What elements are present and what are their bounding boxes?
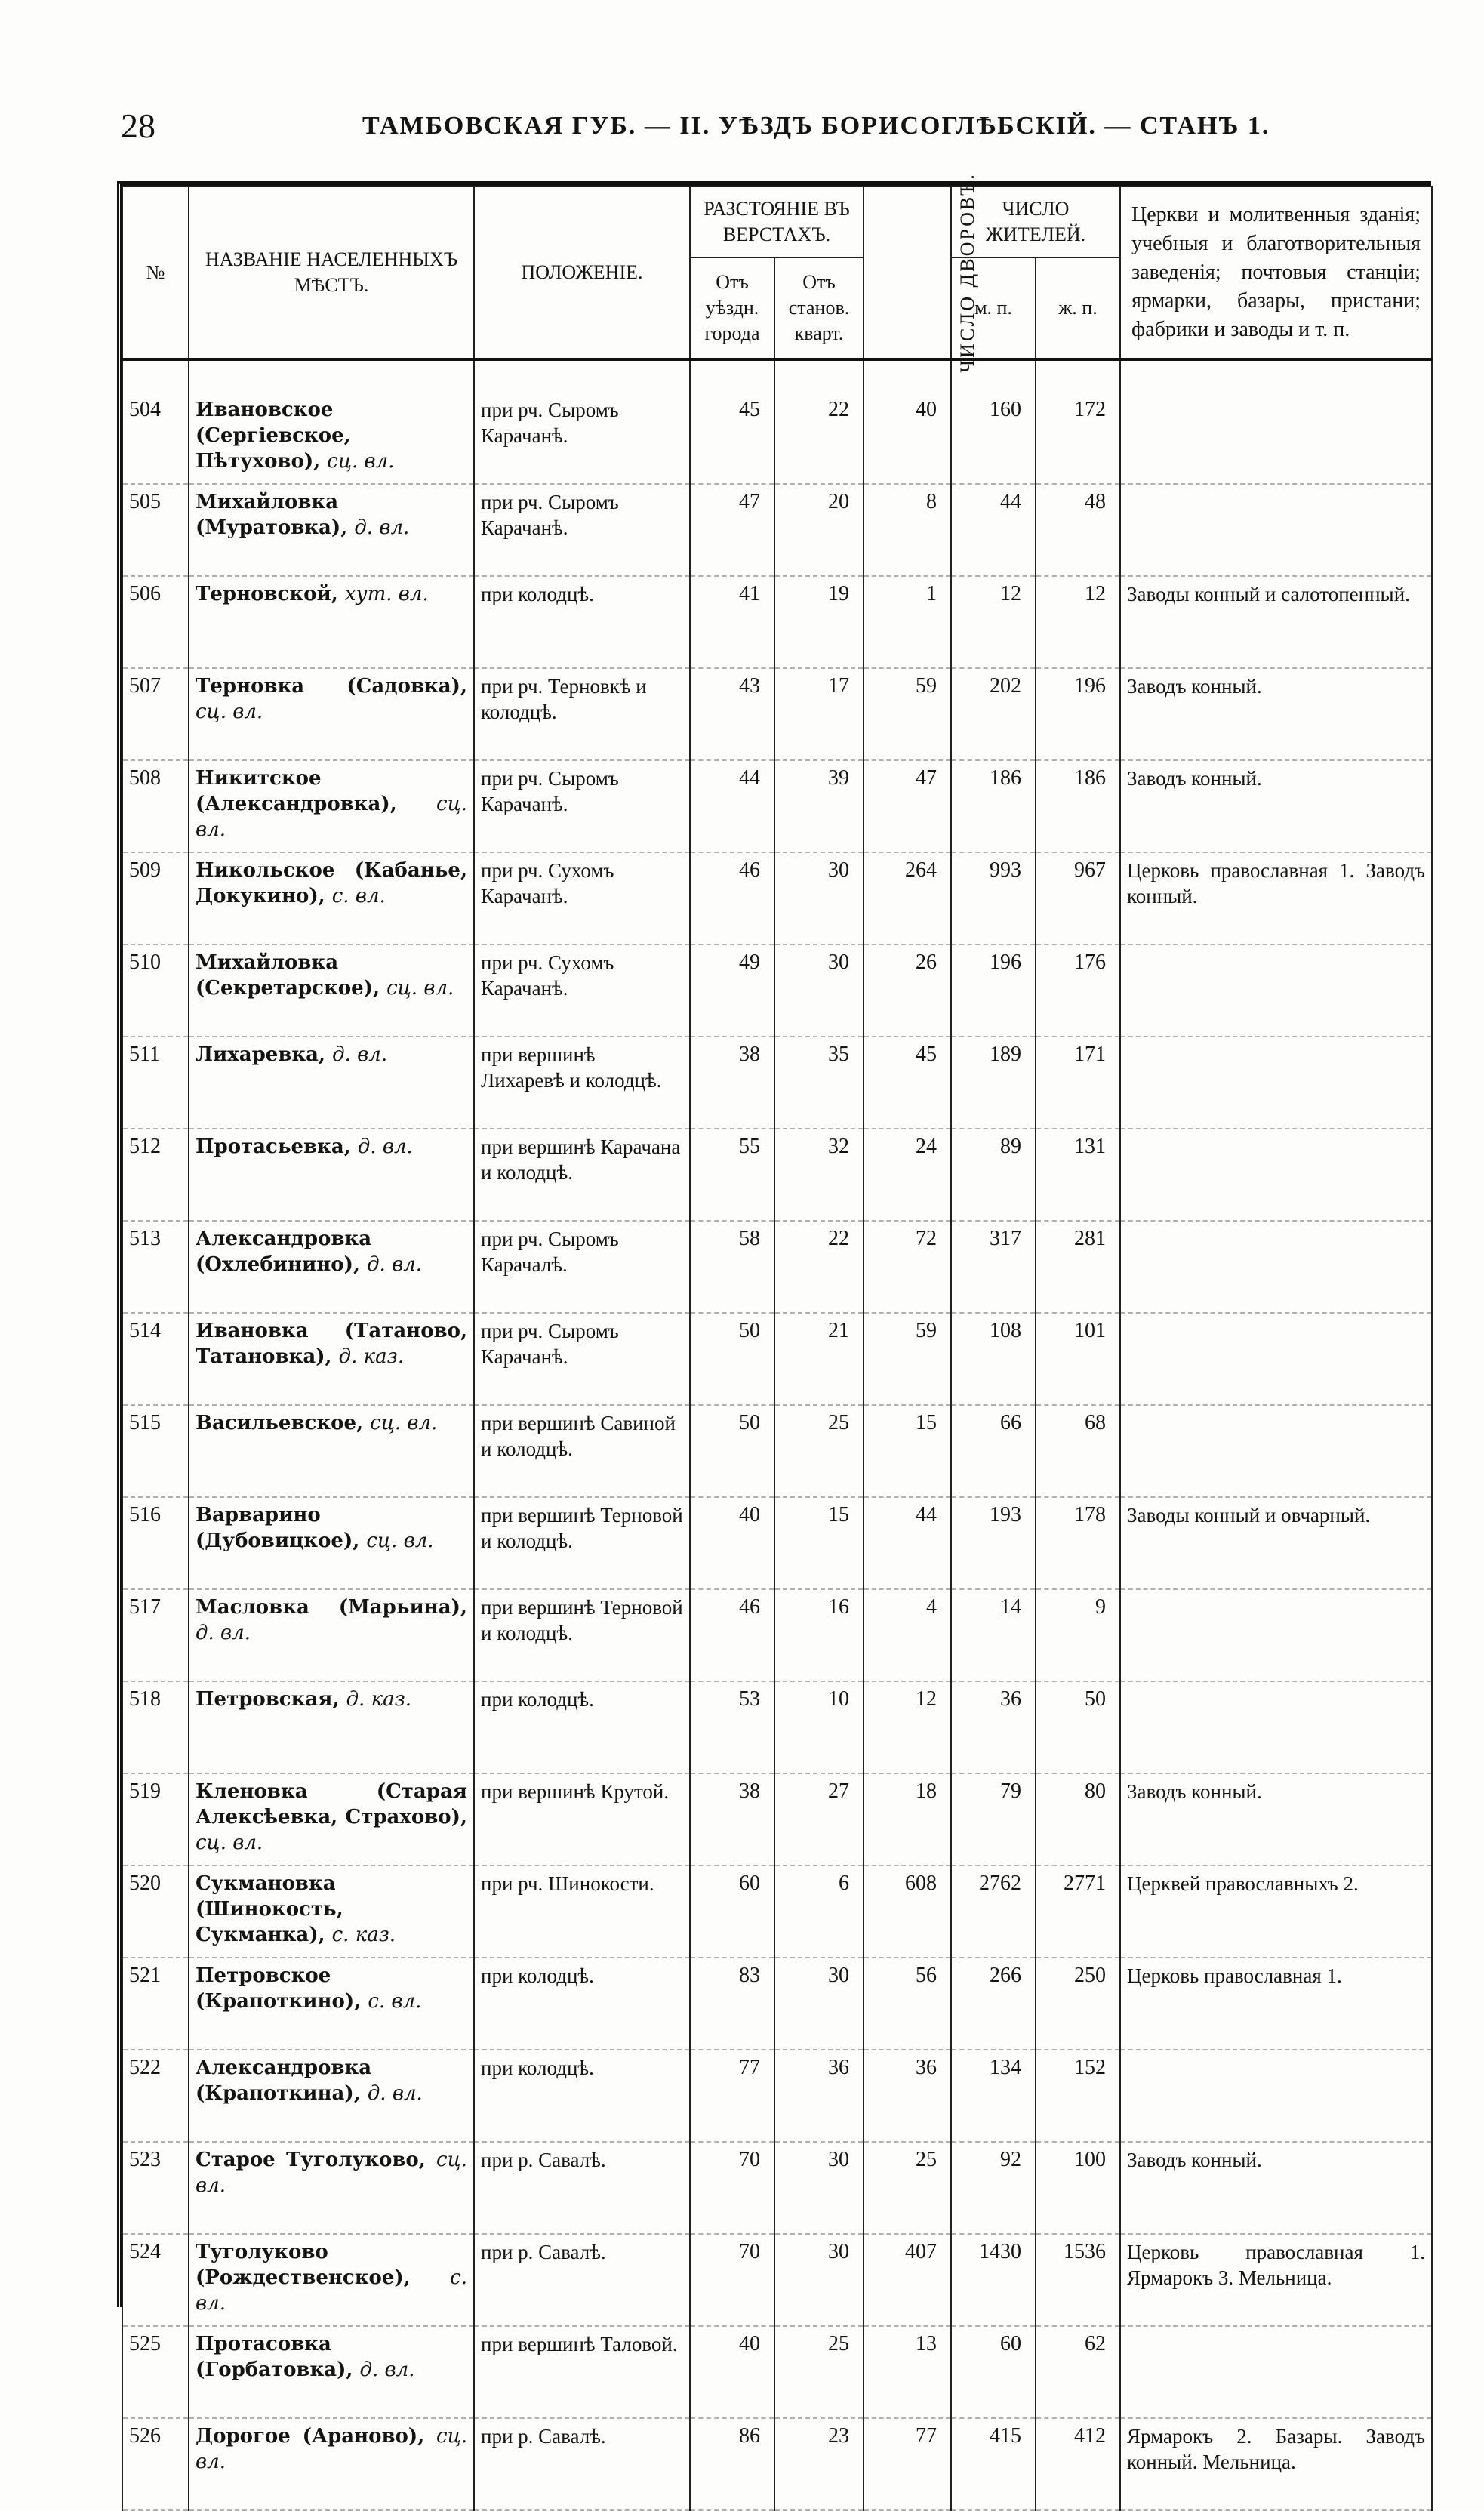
distance-town: 47 (690, 484, 774, 576)
distance-quarter: 6 (774, 1866, 864, 1958)
place-name (189, 1313, 474, 1405)
table-row (122, 852, 1432, 944)
place-name (189, 1866, 474, 1958)
position: при вершинѣ Терновой и колодцѣ. (474, 1589, 690, 1681)
distance-town: 83 (690, 1958, 774, 2050)
position: при вершинѣ Терновой и колодцѣ. (474, 1497, 690, 1589)
place-name-text: Ивановка (Татаново, Татановка), (196, 1320, 467, 1368)
place-name-text: Ивановское (Сергіевское, Пѣтухово), (196, 399, 351, 473)
notes: Церковь православная 1. Заводъ конный. (1120, 852, 1432, 944)
households: 4 (864, 1589, 951, 1681)
distance-town: 86 (690, 2418, 774, 2510)
position: при вершинѣ Таловой. (474, 2326, 690, 2418)
distance-town: 50 (690, 1405, 774, 1497)
col-notes-header: Церкви и молитвенныя зданія; учебныя и благотворительныя заведенія; почтовыя станціи; ярмарки, базары, пристани; фабрики и заводы и т. п. (1120, 186, 1432, 359)
table-row (122, 2050, 1432, 2142)
female-count: 1536 (1036, 2234, 1120, 2326)
place-name (189, 2326, 474, 2418)
settlement-type: сц. вл. (366, 1530, 434, 1552)
settlement-type: д. вл. (367, 1253, 423, 1276)
distance-town: 40 (690, 2326, 774, 2418)
settlement-type: д. каз. (346, 1688, 412, 1711)
male-count: 60 (951, 2326, 1036, 2418)
place-name-text: Протасовка (Горбатовка), (196, 2333, 353, 2381)
notes (1120, 2050, 1432, 2142)
households: 45 (864, 1037, 951, 1129)
table-row (122, 1497, 1432, 1589)
table-row (122, 1681, 1432, 1773)
households: 44 (864, 1497, 951, 1589)
households: 18 (864, 1773, 951, 1866)
row-number: 516 (122, 1497, 189, 1589)
place-name-text: Петровская, (196, 1688, 340, 1711)
notes: Заводъ конный. (1120, 760, 1432, 852)
notes: Заводы конный и салотопенный. (1120, 576, 1432, 668)
male-count: 186 (951, 760, 1036, 852)
male-count: 993 (951, 852, 1036, 944)
table-row (122, 1866, 1432, 1958)
distance-quarter: 25 (774, 1405, 864, 1497)
position: при р. Савалѣ. (474, 2142, 690, 2234)
distance-quarter: 10 (774, 1681, 864, 1773)
row-number: 522 (122, 2050, 189, 2142)
row-number: 523 (122, 2142, 189, 2234)
place-name (189, 852, 474, 944)
col-position-header: ПОЛОЖЕНІЕ. (474, 186, 690, 359)
row-number: 524 (122, 2234, 189, 2326)
notes: Заводъ конный. (1120, 2142, 1432, 2234)
settlement-type: д. вл. (359, 2358, 415, 2381)
female-count: 9 (1036, 1589, 1120, 1681)
row-number: 506 (122, 576, 189, 668)
distance-quarter: 30 (774, 944, 864, 1037)
male-count: 160 (951, 393, 1036, 484)
settlement-type: сц. вл. (196, 2425, 467, 2473)
place-name-text: Александровка (Крапоткина), (196, 2057, 372, 2105)
distance-quarter: 30 (774, 852, 864, 944)
col-households-header: ЧИСЛО ДВОРОВЪ. (864, 186, 951, 359)
distance-quarter: 32 (774, 1129, 864, 1221)
female-count: 80 (1036, 1773, 1120, 1866)
row-number: 508 (122, 760, 189, 852)
place-name (189, 393, 474, 484)
distance-quarter: 22 (774, 393, 864, 484)
place-name-text: Терновка (Садовка), (196, 675, 467, 698)
row-number: 513 (122, 1221, 189, 1313)
distance-town: 70 (690, 2234, 774, 2326)
row-number: 521 (122, 1958, 189, 2050)
distance-quarter: 20 (774, 484, 864, 576)
table-row (122, 2234, 1432, 2326)
row-number: 520 (122, 1866, 189, 1958)
female-count: 2771 (1036, 1866, 1120, 1958)
place-name-text: Кленовка (Старая Алексѣевка, Страхово), (196, 1780, 467, 1829)
table-row (122, 944, 1432, 1037)
row-number: 518 (122, 1681, 189, 1773)
distance-town: 58 (690, 1221, 774, 1313)
settlement-type: хут. вл. (344, 583, 429, 605)
table-row (122, 1221, 1432, 1313)
male-count: 317 (951, 1221, 1036, 1313)
settlement-type: сц. вл. (196, 2149, 467, 2197)
households: 59 (864, 668, 951, 760)
row-number: 511 (122, 1037, 189, 1129)
settlements-table (117, 172, 1431, 2473)
position: при колодцѣ. (474, 1958, 690, 2050)
table-row (122, 2418, 1432, 2510)
page-number: 28 (121, 106, 155, 145)
position: при вершинѣ Лихаревѣ и колодцѣ. (474, 1037, 690, 1129)
place-name (189, 1037, 474, 1129)
place-name (189, 944, 474, 1037)
households: 59 (864, 1313, 951, 1405)
female-count: 101 (1036, 1313, 1120, 1405)
row-number: 510 (122, 944, 189, 1037)
place-name (189, 1497, 474, 1589)
notes (1120, 1221, 1432, 1313)
position: при вершинѣ Савиной и колодцѣ. (474, 1405, 690, 1497)
female-count: 131 (1036, 1129, 1120, 1221)
households: 40 (864, 393, 951, 484)
distance-town: 53 (690, 1681, 774, 1773)
notes (1120, 1129, 1432, 1221)
position: при колодцѣ. (474, 1681, 690, 1773)
place-name-text: Александровка (Охлебинино), (196, 1228, 372, 1276)
distance-quarter: 35 (774, 1037, 864, 1129)
distance-town: 70 (690, 2142, 774, 2234)
position: при рч. Сыромъ Карачалѣ. (474, 1221, 690, 1313)
place-name-text: Туголуково (Рождественское), (196, 2241, 411, 2289)
distance-town: 55 (690, 1129, 774, 1221)
notes: Заводы конный и овчарный. (1120, 1497, 1432, 1589)
distance-town: 38 (690, 1037, 774, 1129)
settlement-type: сц. вл. (196, 701, 263, 723)
settlement-type: сц. вл. (196, 793, 467, 841)
place-name (189, 2142, 474, 2234)
female-count: 62 (1036, 2326, 1120, 2418)
distance-quarter: 19 (774, 576, 864, 668)
female-count: 100 (1036, 2142, 1120, 2234)
position: при рч. Сыромъ Карачанѣ. (474, 393, 690, 484)
distance-quarter: 39 (774, 760, 864, 852)
table-row (122, 576, 1432, 668)
female-count: 281 (1036, 1221, 1120, 1313)
male-count: 44 (951, 484, 1036, 576)
position: при р. Савалѣ. (474, 2418, 690, 2510)
distance-town: 50 (690, 1313, 774, 1405)
households: 36 (864, 2050, 951, 2142)
distance-town: 49 (690, 944, 774, 1037)
distance-town: 45 (690, 393, 774, 484)
households: 25 (864, 2142, 951, 2234)
distance-town: 41 (690, 576, 774, 668)
table-row (122, 2142, 1432, 2234)
female-count: 176 (1036, 944, 1120, 1037)
settlement-type: д. каз. (338, 1345, 405, 1368)
male-count: 89 (951, 1129, 1036, 1221)
settlement-type: д. вл. (357, 1135, 413, 1158)
female-count: 186 (1036, 760, 1120, 852)
place-name (189, 2050, 474, 2142)
position: при колодцѣ. (474, 2050, 690, 2142)
col-distance-town-header: Отъ уѣздн. города (690, 257, 774, 359)
position: при рч. Сыромъ Карачанѣ. (474, 760, 690, 852)
male-count: 108 (951, 1313, 1036, 1405)
col-male-header: м. п. (951, 257, 1036, 359)
male-count: 196 (951, 944, 1036, 1037)
distance-town: 40 (690, 1497, 774, 1589)
notes: Заводъ конный. (1120, 1773, 1432, 1866)
distance-town: 43 (690, 668, 774, 760)
notes (1120, 393, 1432, 484)
table-row (122, 760, 1432, 852)
households: 264 (864, 852, 951, 944)
settlement-type: с. каз. (331, 1924, 396, 1946)
table-row (122, 1958, 1432, 2050)
place-name-text: Михайловка (Муратовка), (196, 491, 348, 539)
place-name (189, 760, 474, 852)
row-number: 519 (122, 1773, 189, 1866)
place-name (189, 1129, 474, 1221)
notes (1120, 1405, 1432, 1497)
male-count: 202 (951, 668, 1036, 760)
row-number: 512 (122, 1129, 189, 1221)
position: при рч. Сухомъ Карачанѣ. (474, 852, 690, 944)
distance-quarter: 22 (774, 1221, 864, 1313)
page-header (113, 106, 1396, 151)
male-count: 1430 (951, 2234, 1036, 2326)
table-row (122, 1037, 1432, 1129)
row-number: 514 (122, 1313, 189, 1405)
notes (1120, 1681, 1432, 1773)
households: 15 (864, 1405, 951, 1497)
male-count: 134 (951, 2050, 1036, 2142)
place-name (189, 1589, 474, 1681)
place-name-text: Старое Туголуково, (196, 2149, 426, 2171)
settlement-type: с. вл. (368, 1990, 422, 2013)
table-row (122, 1589, 1432, 1681)
running-head: ТАМБОВСКАЯ ГУБ. — II. УѢЗДЪ БОРИСОГЛѢБСКІЙ. — СТАНЪ 1. (362, 112, 1270, 140)
settlement-type: с. вл. (331, 885, 386, 907)
female-count: 172 (1036, 393, 1120, 484)
table-row (122, 1313, 1432, 1405)
place-name (189, 1681, 474, 1773)
female-count: 171 (1036, 1037, 1120, 1129)
distance-quarter: 23 (774, 2418, 864, 2510)
place-name (189, 2418, 474, 2510)
male-count: 92 (951, 2142, 1036, 2234)
place-name (189, 1221, 474, 1313)
female-count: 152 (1036, 2050, 1120, 2142)
row-number: 515 (122, 1405, 189, 1497)
place-name-text: Масловка (Марьина), (196, 1596, 467, 1619)
place-name (189, 2234, 474, 2326)
distance-quarter: 30 (774, 2234, 864, 2326)
notes: Заводъ конный. (1120, 668, 1432, 760)
place-name (189, 1958, 474, 2050)
households: 24 (864, 1129, 951, 1221)
row-number: 504 (122, 393, 189, 484)
notes (1120, 944, 1432, 1037)
place-name-text: Сукмановка (Шинокость, Сукманка), (196, 1872, 343, 1946)
distance-quarter: 21 (774, 1313, 864, 1405)
position: при колодцѣ. (474, 576, 690, 668)
notes (1120, 2326, 1432, 2418)
col-number-header: № (122, 186, 189, 359)
position: при вершинѣ Крутой. (474, 1773, 690, 1866)
distance-quarter: 17 (774, 668, 864, 760)
households: 77 (864, 2418, 951, 2510)
notes: Церковь православная 1. (1120, 1958, 1432, 2050)
distance-town: 77 (690, 2050, 774, 2142)
notes (1120, 1313, 1432, 1405)
female-count: 48 (1036, 484, 1120, 576)
distance-town: 38 (690, 1773, 774, 1866)
distance-town: 60 (690, 1866, 774, 1958)
col-residents-header: ЧИСЛО ЖИТЕЛЕЙ. (951, 186, 1120, 257)
settlement-type: д. вл. (354, 516, 410, 539)
female-count: 68 (1036, 1405, 1120, 1497)
male-count: 415 (951, 2418, 1036, 2510)
table-row (122, 1773, 1432, 1866)
table-row (122, 1405, 1432, 1497)
male-count: 12 (951, 576, 1036, 668)
households: 608 (864, 1866, 951, 1958)
row-number: 526 (122, 2418, 189, 2510)
male-count: 266 (951, 1958, 1036, 2050)
settlement-type: д. вл. (332, 1043, 388, 1066)
position: при рч. Терновкѣ и колодцѣ. (474, 668, 690, 760)
row-number: 517 (122, 1589, 189, 1681)
female-count: 50 (1036, 1681, 1120, 1773)
male-count: 193 (951, 1497, 1036, 1589)
households: 72 (864, 1221, 951, 1313)
place-name-text: Терновской, (196, 583, 338, 605)
female-count: 412 (1036, 2418, 1120, 2510)
place-name-text: Никитское (Александровка), (196, 767, 397, 815)
distance-town: 46 (690, 1589, 774, 1681)
households: 407 (864, 2234, 951, 2326)
settlement-type: сц. вл. (386, 977, 454, 1000)
households: 26 (864, 944, 951, 1037)
place-name-text: Васильевское, (196, 1412, 364, 1434)
table-row (122, 393, 1432, 484)
place-name (189, 1405, 474, 1497)
distance-quarter: 27 (774, 1773, 864, 1866)
table-row (122, 668, 1432, 760)
female-count: 196 (1036, 668, 1120, 760)
row-number: 507 (122, 668, 189, 760)
notes (1120, 484, 1432, 576)
distance-quarter: 25 (774, 2326, 864, 2418)
households: 8 (864, 484, 951, 576)
notes (1120, 1037, 1432, 1129)
households: 1 (864, 576, 951, 668)
position: при рч. Сыромъ Карачанѣ. (474, 1313, 690, 1405)
place-name (189, 576, 474, 668)
male-count: 189 (951, 1037, 1036, 1129)
distance-quarter: 30 (774, 2142, 864, 2234)
table-row (122, 2326, 1432, 2418)
notes: Ярмарокъ 2. Базары. Заводъ конный. Мельница. (1120, 2418, 1432, 2510)
distance-town: 46 (690, 852, 774, 944)
households: 12 (864, 1681, 951, 1773)
col-female-header: ж. п. (1036, 257, 1120, 359)
settlement-type: сц. вл. (327, 450, 395, 473)
table-row (122, 1129, 1432, 1221)
male-count: 14 (951, 1589, 1036, 1681)
distance-quarter: 30 (774, 1958, 864, 2050)
row-number: 505 (122, 484, 189, 576)
notes: Церквей православныхъ 2. (1120, 1866, 1432, 1958)
male-count: 79 (951, 1773, 1036, 1866)
households: 47 (864, 760, 951, 852)
place-name-text: Лихаревка, (196, 1043, 326, 1066)
place-name-text: Петровское (Крапоткино), (196, 1964, 362, 2013)
row-number: 525 (122, 2326, 189, 2418)
settlement-type: д. вл. (196, 1622, 251, 1644)
place-name-text: Протасьевка, (196, 1135, 351, 1158)
households: 13 (864, 2326, 951, 2418)
place-name-text: Варварино (Дубовицкое), (196, 1504, 360, 1552)
col-distance-quarter-header: Отъ станов. кварт. (774, 257, 864, 359)
notes: Церковь православная 1. Ярмарокъ 3. Мельница. (1120, 2234, 1432, 2326)
col-distance-header: РАЗСТОЯНІЕ ВЪ ВЕРСТАХЪ. (690, 186, 864, 257)
households: 56 (864, 1958, 951, 2050)
settlement-type: сц. вл. (370, 1412, 438, 1434)
male-count: 36 (951, 1681, 1036, 1773)
notes (1120, 1589, 1432, 1681)
position: при рч. Шинокости. (474, 1866, 690, 1958)
position: при р. Савалѣ. (474, 2234, 690, 2326)
female-count: 178 (1036, 1497, 1120, 1589)
table-row (122, 484, 1432, 576)
position: при вершинѣ Карачана и колодцѣ. (474, 1129, 690, 1221)
distance-town: 44 (690, 760, 774, 852)
distance-quarter: 36 (774, 2050, 864, 2142)
settlement-type: с. вл. (196, 2266, 467, 2315)
place-name (189, 484, 474, 576)
place-name-text: Михайловка (Секретарское), (196, 951, 380, 1000)
position: при рч. Сыромъ Карачанѣ. (474, 484, 690, 576)
place-name-text: Никольское (Кабанье, Докукино), (196, 859, 467, 907)
place-name (189, 1773, 474, 1866)
distance-quarter: 15 (774, 1497, 864, 1589)
position: при рч. Сухомъ Карачанѣ. (474, 944, 690, 1037)
settlement-type: д. вл. (367, 2082, 423, 2105)
distance-quarter: 16 (774, 1589, 864, 1681)
row-number: 509 (122, 852, 189, 944)
place-name (189, 668, 474, 760)
female-count: 967 (1036, 852, 1120, 944)
male-count: 66 (951, 1405, 1036, 1497)
col-name-header: НАЗВАНІЕ НАСЕЛЕННЫХЪ МѢСТЪ. (189, 186, 474, 359)
male-count: 2762 (951, 1866, 1036, 1958)
table-body (122, 393, 1432, 2510)
female-count: 250 (1036, 1958, 1120, 2050)
female-count: 12 (1036, 576, 1120, 668)
settlement-type: сц. вл. (196, 1832, 263, 1854)
place-name-text: Дорогое (Араново), (196, 2425, 425, 2448)
